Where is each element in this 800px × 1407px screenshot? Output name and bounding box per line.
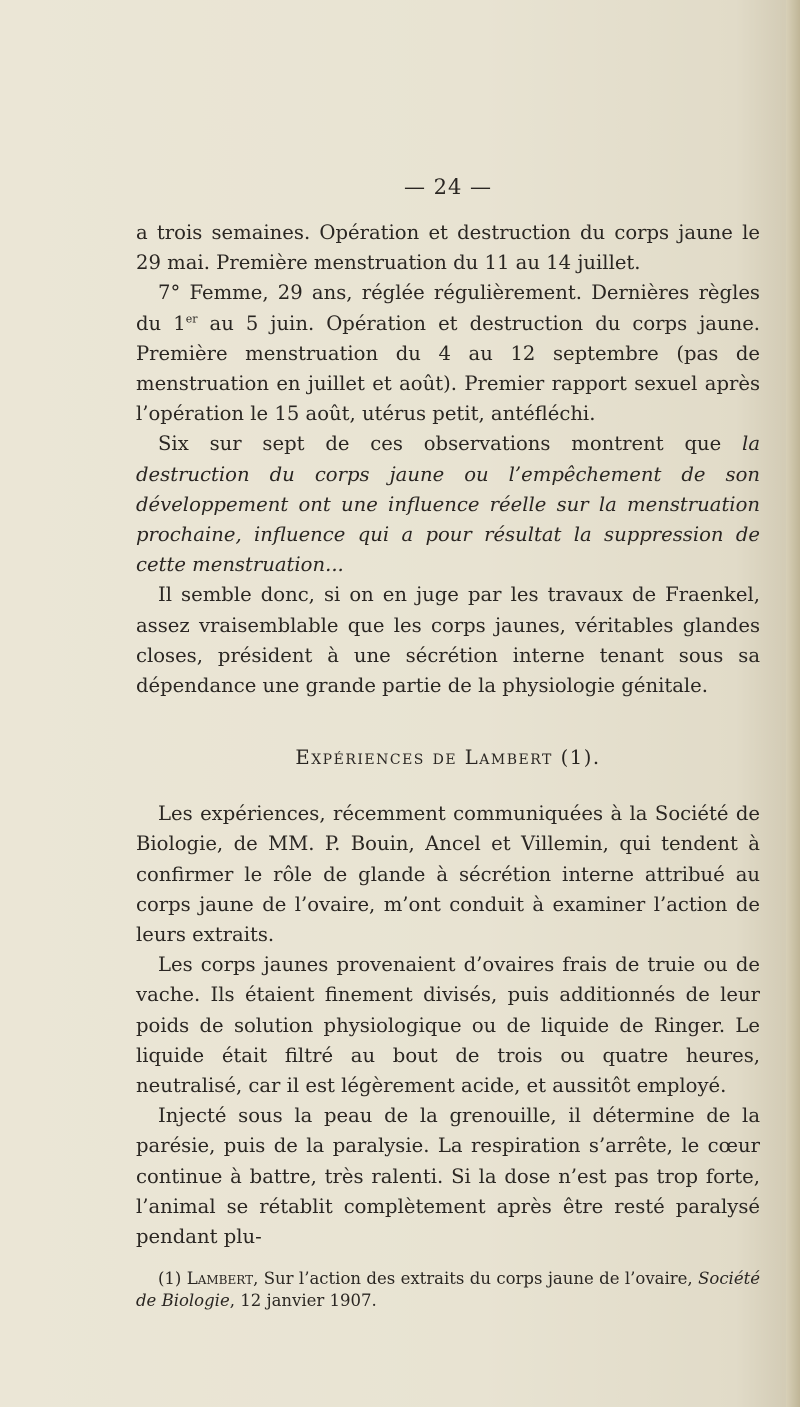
conclusion-text: Six sur sept de ces observations montrent que — [158, 432, 743, 456]
footnote-marker: (1) — [158, 1269, 187, 1289]
paragraph-injection: Injecté sous la peau de la grenouille, il détermine de la parésie, puis de la paralysie. La respiration s’arrête, le cœur continue à battre, très ralenti. Si la dose n’est pas trop forte, l’animal se rétablit complètement après être resté paralysé pendant plu- — [136, 1104, 760, 1249]
paragraph-continuation: a trois semaines. Opération et destruction du corps jaune le 29 mai. Première menstruation du 11 au 14 juillet. — [136, 221, 760, 275]
paragraph-experiments-intro: Les expériences, récemment communiquées à la Société de Biologie, de MM. P. Bouin, Ancel et Villemin, qui tendent à confirmer le rôle de glande à sécrétion interne attribué au corps jaune de l’ovaire, m’ont conduit à examiner l’action de leurs extraits. — [136, 802, 760, 947]
page-number: — 24 — — [403, 175, 493, 199]
observation-7-text-start: 7° Femme, 29 ans, réglée régulièrement. Dernières règles du 1 — [136, 281, 760, 335]
ordinal-superscript: er — [185, 312, 198, 326]
footnote-date: , 12 janvier 1907. — [229, 1291, 377, 1311]
footnote-journal: Société de Biologie — [136, 1269, 760, 1311]
section-heading: Expériences de Lambert (1). — [295, 746, 601, 770]
observation-7-text-end: au 5 juin. Opération et destruction du corps jaune. Première menstruation du 4 au 12 septembre (pas de menstruation en juillet et août). Premier rapport sexuel après l’opération le 15 août, utérus petit, antéfléchi. — [136, 311, 761, 426]
paragraph-preparation: Les corps jaunes provenaient d’ovaires frais de truie ou de vache. Ils étaient finement divisés, puis additionnés de leur poids de solution physiologique ou de liquide de Ringer. Le liquide était filtré au bout de trois ou quatre heures, neutralisé, car il est légèrement acide, et aussitôt employé. — [136, 953, 760, 1098]
footnote — [136, 1268, 760, 1312]
paragraph-conclusion — [136, 429, 760, 580]
page-content — [136, 172, 760, 1329]
page-edge — [786, 0, 800, 1407]
paragraph-fraenkel: Il semble donc, si on en juge par les travaux de Fraenkel, assez vraisemblable que les corps jaunes, véritables glandes closes, président à une sécrétion interne tenant sous sa dépendance une grande partie de la physiologie génitale. — [136, 583, 760, 698]
paragraph-observation-7 — [136, 278, 760, 429]
footnote-text: , Sur l’action des extraits du corps jaune de l’ovaire, — [253, 1269, 699, 1289]
conclusion-emphasis: la destruction du corps jaune ou l’empêchement de son développement ont une influence réelle sur la menstruation prochaine, influence qui a pour résultat la suppression de cette menstruation... — [136, 432, 760, 577]
footnote-author: Lambert — [186, 1269, 254, 1289]
